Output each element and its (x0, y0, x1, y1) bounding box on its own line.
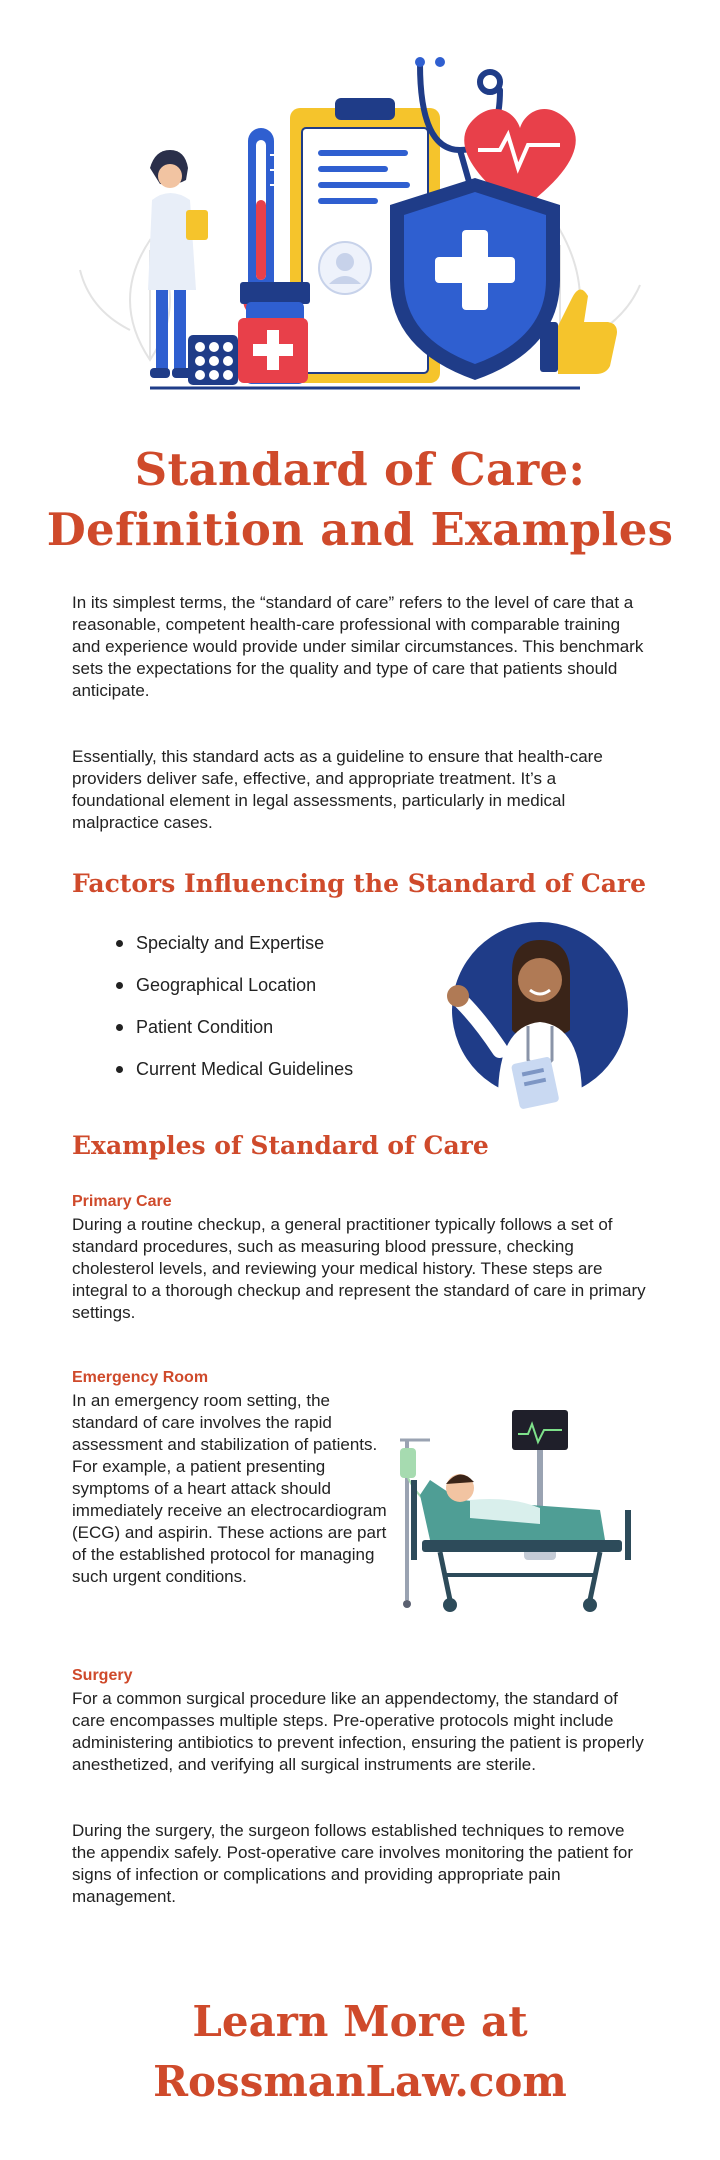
surgery-paragraph-2: During the surgery, the surgeon follows established techniques to remove the appendix safely. Post-operative care involves monitoring the patient for signs of infection or complications and providing appropriate pain management. (72, 1821, 633, 1906)
cta-line1: Learn More at (192, 1997, 528, 2046)
list-item: Geographical Location (112, 974, 432, 996)
doctor-illustration (420, 910, 630, 1110)
emergency-room-text: In an emergency room setting, the standard of care involves the rapid assessment and stabilization of patients. For example, a patient presenting symptoms of a heart attack should immediately receive an electrocardiogram (ECG) and aspirin. These actions are part of the established protocol for managing such urgent conditions. (72, 1391, 387, 1586)
page-title-line1: Standard of Care: (134, 443, 586, 496)
primary-care-heading: Primary Care (72, 1193, 172, 1210)
list-item: Current Medical Guidelines (112, 1058, 432, 1080)
surgery-heading: Surgery (72, 1667, 133, 1684)
hospital-bed-icon (414, 1474, 628, 1612)
factors-heading: Factors Influencing the Standard of Care (72, 869, 647, 898)
intro-paragraph-1: In its simplest terms, the “standard of care” refers to the level of care that a reasonable, competent health-care professional with comparable training and experience would provide under similar circumstances. This benchmark sets the expectations for the quality and type of care that patients should anticipate. (72, 593, 644, 700)
first-aid-box-icon (238, 318, 308, 383)
list-item: Specialty and Expertise (112, 932, 432, 954)
page-title (40, 440, 680, 560)
call-to-action (40, 1992, 680, 2112)
list-item: Patient Condition (112, 1016, 432, 1038)
factors-list (112, 932, 432, 1100)
surgery-paragraph-1: For a common surgical procedure like an appendectomy, the standard of care encompasses multiple steps. Pre-operative protocols might include administering antibiotics to prevent infection, ensuring the patient is properly anesthetized, and verifying all surgical instruments are sterile. (72, 1689, 644, 1774)
doctor-waving-icon (447, 922, 628, 1110)
pills-blister (188, 335, 238, 385)
intro-paragraph-2: Essentially, this standard acts as a guideline to ensure that health-care providers deliver safe, effective, and appropriate treatment. It’s a foundational element in legal assessments, particularly in medical malpractice cases. (72, 747, 603, 832)
emergency-room-heading: Emergency Room (72, 1369, 209, 1386)
page-title-line2: Definition and Examples (46, 503, 674, 556)
examples-heading: Examples of Standard of Care (72, 1131, 489, 1160)
cta-website-link[interactable]: RossmanLaw.com (153, 2057, 567, 2106)
primary-care-text: During a routine checkup, a general practitioner typically follows a set of standard procedures, such as measuring blood pressure, checking cholesterol levels, and reviewing your medical history. These steps are integral to a thorough checkup and represent the standard of care in primary settings. (72, 1215, 646, 1322)
hero-illustration (0, 0, 720, 420)
hospital-bed-illustration (400, 1400, 670, 1630)
